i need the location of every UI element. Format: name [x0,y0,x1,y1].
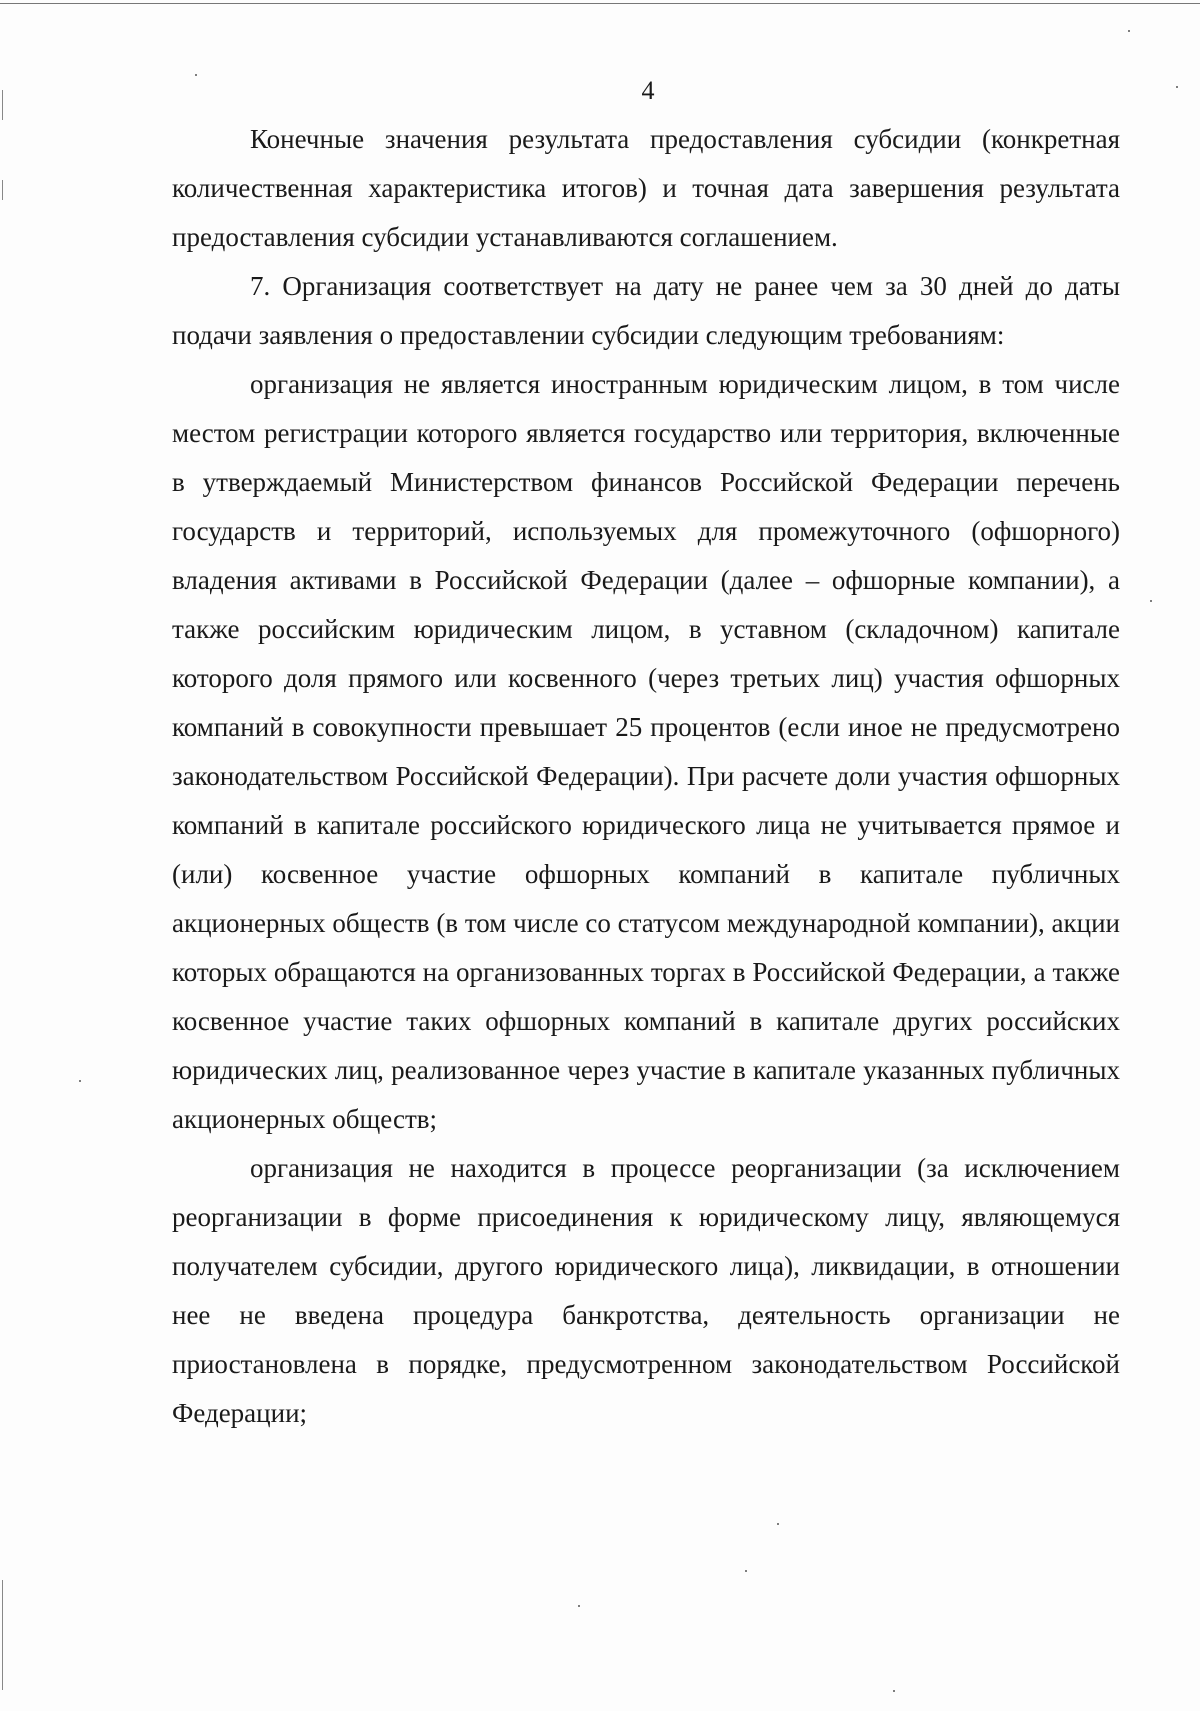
scan-dot [578,1605,580,1607]
document-body [172,115,1120,1438]
scan-dot [893,1690,895,1692]
scan-edge-mark [2,1580,3,1690]
paragraph-result-values: Конечные значения результата предоставления субсидии (конкретная количественная характеристика итогов) и точная дата завершения результата предоставления субсидии устанавливаются соглашением. [172,124,1120,252]
scan-dot [1150,600,1152,602]
scan-dot [1128,30,1130,32]
scan-edge-mark [2,180,3,200]
paragraph-reorganization-requirement: организация не находится в процессе реорганизации (за исключением реорганизации в форме присоединения к юридическому лицу, являющемуся получателем субсидии, другого юридического лица), ликвидации, в отношении нее не введена процедура банкротства, деятельность организации не приостановлена в порядке, предусмотренном законодательством Российской Федерации; [172,1153,1120,1428]
paragraph-item-7: 7. Организация соответствует на дату не ранее чем за 30 дней до даты подачи заявления о предоставлении субсидии следующим требованиям: [172,271,1120,350]
scan-dot [79,1080,81,1082]
scan-dot [745,1570,747,1572]
scan-top-border [0,3,1200,4]
paragraph-offshore-requirement: организация не является иностранным юридическим лицом, в том числе местом регистрации которого является государство или территория, включенные в утверждаемый Министерством финансов Российской Федерации перечень государств и территорий, используемых для промежуточного (офшорного) владения активами в Российской Федерации (далее – офшорные компании), а также российским юридическим лицом, в уставном (складочном) капитале которого доля прямого или косвенного (через третьих лиц) участия офшорных компаний в совокупности превышает 25 процентов (если иное не предусмотрено законодательством Российской Федерации). При расчете доли участия офшорных компаний в капитале российского юридического лица не учитывается прямое и (или) косвенное участие офшорных компаний в капитале публичных акционерных обществ (в том числе со статусом международной компании), акции которых обращаются на организованных торгах в Российской Федерации, а также косвенное участие таких офшорных компаний в капитале других российских юридических лиц, реализованное через участие в капитале указанных публичных акционерных обществ; [172,369,1120,1134]
scan-dot [777,1523,779,1525]
page-number: 4 [641,76,655,105]
